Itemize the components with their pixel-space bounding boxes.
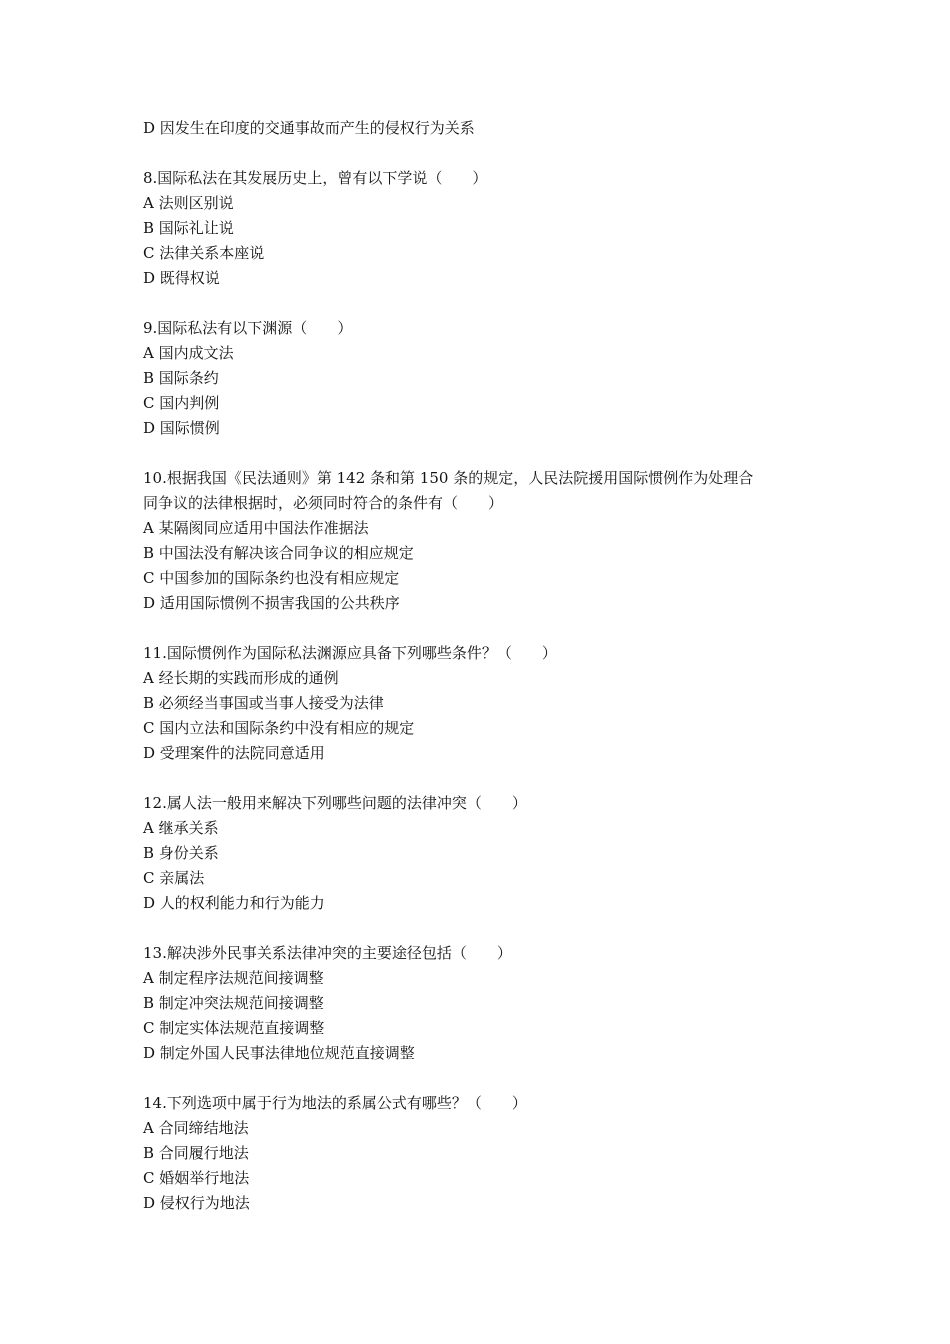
option-c: C 法律关系本座说: [143, 244, 265, 262]
option-a: A 经长期的实践而形成的通例: [143, 669, 339, 687]
option-a: A 法则区别说: [143, 194, 234, 212]
option-d: D 国际惯例: [143, 419, 220, 437]
question-13: [143, 941, 823, 1066]
question-stem-line-2: 同争议的法律根据时，必须同时符合的条件有（ ）: [143, 494, 504, 512]
question-stem-line-1: 10.根据我国《民法通则》第 142 条和第 150 条的规定，人民法院援用国际惯例作为处理合: [143, 469, 754, 487]
option-b: B 国际条约: [143, 369, 219, 387]
option-d: D 适用国际惯例不损害我国的公共秩序: [143, 594, 400, 612]
question-14: [143, 1091, 823, 1216]
option-c: C 中国参加的国际条约也没有相应规定: [143, 569, 400, 587]
option-b: B 合同履行地法: [143, 1144, 249, 1162]
question-11: [143, 641, 823, 766]
option-a: A 继承关系: [143, 819, 219, 837]
option-b: B 必须经当事国或当事人接受为法律: [143, 694, 384, 712]
option-c: C 制定实体法规范直接调整: [143, 1019, 325, 1037]
option-c: C 婚姻举行地法: [143, 1169, 250, 1187]
question-stem: 14.下列选项中属于行为地法的系属公式有哪些？（ ）: [143, 1094, 527, 1112]
option-c: C 国内判例: [143, 394, 220, 412]
option-a: A 国内成文法: [143, 344, 234, 362]
question-12: [143, 791, 823, 916]
question-stem: 8.国际私法在其发展历史上，曾有以下学说（ ）: [143, 169, 488, 187]
question-stem: 9.国际私法有以下渊源（ ）: [143, 319, 353, 337]
option-b: B 中国法没有解决该合同争议的相应规定: [143, 544, 414, 562]
option-c: C 亲属法: [143, 869, 205, 887]
option-b: B 身份关系: [143, 844, 219, 862]
option-d: D 因发生在印度的交通事故而产生的侵权行为关系: [143, 119, 475, 137]
option-d: D 人的权利能力和行为能力: [143, 894, 325, 912]
option-d: D 既得权说: [143, 269, 220, 287]
option-a: A 制定程序法规范间接调整: [143, 969, 324, 987]
option-a: A 某隔阂同应适用中国法作准据法: [143, 519, 369, 537]
question-stem: 11.国际惯例作为国际私法渊源应具备下列哪些条件？（ ）: [143, 644, 557, 662]
option-d: D 受理案件的法院同意适用: [143, 744, 325, 762]
option-b: B 制定冲突法规范间接调整: [143, 994, 324, 1012]
option-d: D 制定外国人民事法律地位规范直接调整: [143, 1044, 415, 1062]
question-10: [143, 466, 823, 616]
option-a: A 合同缔结地法: [143, 1119, 249, 1137]
question-8: [143, 166, 823, 291]
question-stem: 12.属人法一般用来解决下列哪些问题的法律冲突（ ）: [143, 794, 527, 812]
question-9: [143, 316, 823, 441]
question-7-tail: [143, 116, 823, 141]
document-body: [143, 116, 823, 1216]
option-d: D 侵权行为地法: [143, 1194, 250, 1212]
question-stem: 13.解决涉外民事关系法律冲突的主要途径包括（ ）: [143, 944, 512, 962]
option-c: C 国内立法和国际条约中没有相应的规定: [143, 719, 415, 737]
option-b: B 国际礼让说: [143, 219, 234, 237]
